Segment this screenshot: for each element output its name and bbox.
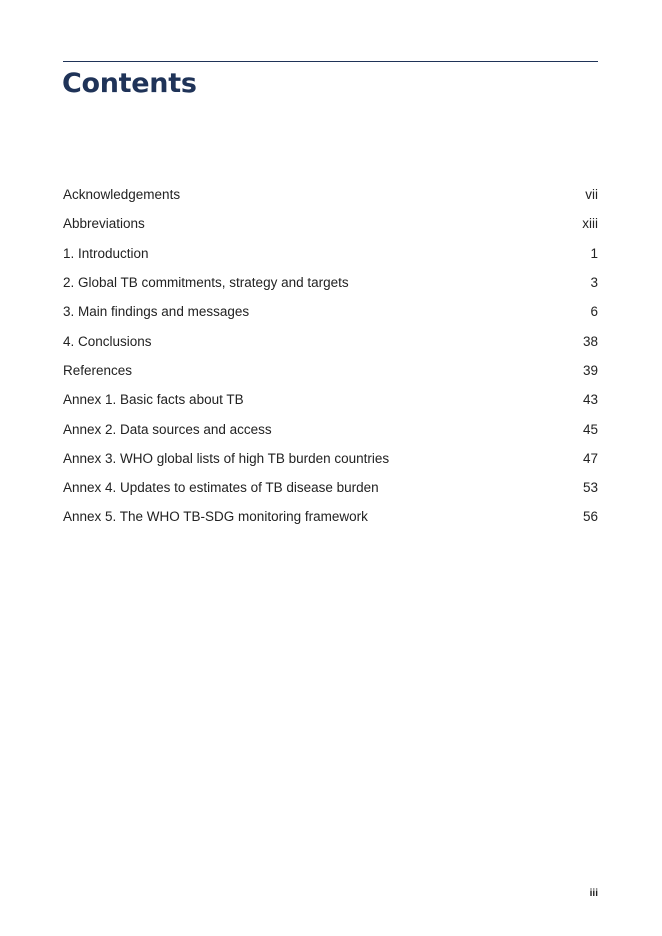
top-divider: [63, 61, 598, 62]
toc-entry-label: Annex 1. Basic facts about TB: [63, 392, 244, 408]
toc-entry-page: 3: [590, 275, 598, 291]
toc-entry-page: 43: [582, 392, 598, 408]
toc-entry-label: Abbreviations: [63, 216, 145, 232]
toc-entry-page: 1: [590, 245, 598, 261]
toc-entry-label: Annex 2. Data sources and access: [63, 421, 272, 437]
toc-entry-global-commitments[interactable]: [63, 268, 598, 297]
toc-entry-page: 38: [582, 333, 598, 349]
toc-entry-label: 3. Main findings and messages: [63, 304, 250, 320]
toc-entry-introduction[interactable]: [63, 239, 598, 268]
toc-entry-main-findings[interactable]: [63, 297, 598, 326]
toc-entry-annex-1[interactable]: [63, 385, 598, 414]
toc-entry-label: References: [63, 362, 133, 378]
toc-entry-page: xiii: [582, 216, 598, 232]
toc-entry-label: Acknowledgements: [63, 187, 181, 203]
toc-entry-page: 45: [582, 421, 598, 437]
toc-entry-label: 2. Global TB commitments, strategy and targets: [63, 275, 349, 291]
toc-entry-references[interactable]: [63, 356, 598, 385]
toc-entry-page: 39: [582, 362, 598, 378]
toc-entry-label: 1. Introduction: [63, 245, 149, 261]
toc-entry-page: vii: [585, 187, 598, 203]
toc-entry-conclusions[interactable]: [63, 326, 598, 355]
toc-entry-label: Annex 4. Updates to estimates of TB disease burden: [63, 480, 379, 496]
toc-entry-page: 6: [590, 304, 598, 320]
toc-entry-abbreviations[interactable]: [63, 209, 598, 238]
toc-entry-acknowledgements[interactable]: [63, 180, 598, 209]
toc-entry-annex-2[interactable]: [63, 414, 598, 443]
toc-entry-page: 53: [582, 480, 598, 496]
toc-entry-label: Annex 3. WHO global lists of high TB burden countries: [63, 450, 390, 466]
table-of-contents: [63, 180, 598, 532]
toc-entry-annex-3[interactable]: [63, 444, 598, 473]
page-title: Contents: [62, 68, 197, 99]
toc-entry-annex-5[interactable]: [63, 502, 598, 531]
toc-entry-page: 56: [582, 509, 598, 525]
toc-entry-page: 47: [582, 450, 598, 466]
page-number: iii: [589, 888, 598, 899]
toc-entry-annex-4[interactable]: [63, 473, 598, 502]
toc-entry-label: Annex 5. The WHO TB-SDG monitoring framework: [63, 509, 368, 525]
toc-entry-label: 4. Conclusions: [63, 333, 152, 349]
